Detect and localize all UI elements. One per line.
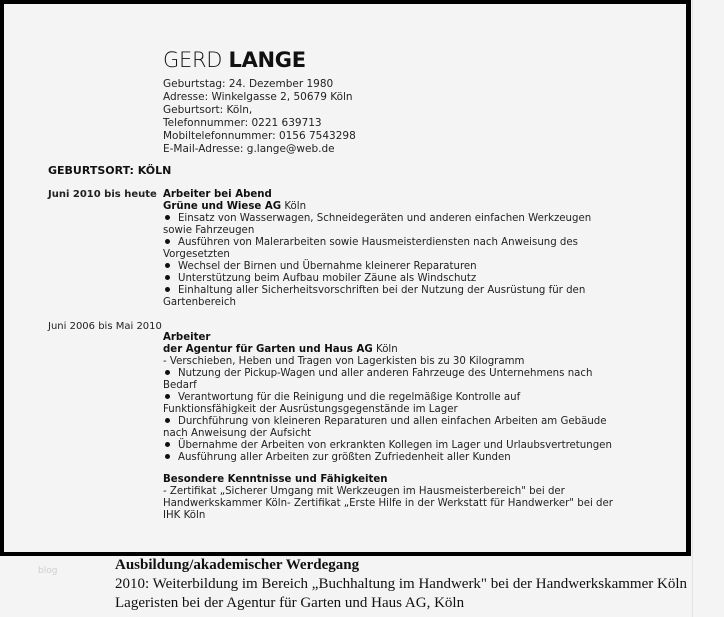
- job-1-bullet: [163, 213, 613, 237]
- bullet-icon: [165, 287, 170, 292]
- job-1-employer: [163, 201, 613, 213]
- section-heading: GEBURTSORT: KÖLN: [48, 164, 172, 177]
- bullet-icon: [165, 442, 170, 447]
- education-line-2: Lageristen bei der Agentur für Garten und Haus AG, Köln: [115, 595, 465, 611]
- bullet-text: Ausführen von Malerarbeiten sowie Hausmeisterdiensten nach Anweisung des Vorgesetzten: [163, 237, 578, 260]
- contact-address: Adresse: Winkelgasse 2, 50679 Köln: [163, 91, 353, 103]
- job-1-bullet: [163, 285, 613, 309]
- job-2-date: Juni 2006 bis Mai 2010: [48, 321, 162, 332]
- bullet-icon: [165, 394, 170, 399]
- contact-birthday: Geburtstag: 24. Dezember 1980: [163, 78, 334, 90]
- job-2-bullet: [163, 440, 613, 452]
- first-name: GERD: [163, 48, 223, 72]
- last-name: LANGE: [228, 48, 306, 72]
- job-2-title: Arbeiter: [163, 332, 211, 343]
- bullet-text: Verantwortung für die Reinigung und die regelmäßige Kontrolle auf Funktionsfähigkeit der Ausrüstungsgegenstände im Lager: [163, 392, 521, 415]
- bullet-text: Ausführung aller Arbeiten zur größten Zufriedenheit aller Kunden: [178, 452, 511, 463]
- bullet-icon: [165, 239, 170, 244]
- skills-heading: Besondere Kenntnisse und Fähigkeiten: [163, 474, 388, 485]
- bullet-icon: [165, 418, 170, 423]
- job-1-city: Köln: [284, 201, 307, 212]
- resume-page: [4, 4, 686, 552]
- contact-email: E-Mail-Adresse: g.lange@web.de: [163, 143, 335, 155]
- education-line-1: 2010: Weiterbildung im Bereich „Buchhaltung im Handwerk" bei der Handwerkskammer Köln: [115, 576, 687, 592]
- job-1-bullet: [163, 273, 613, 285]
- bullet-icon: [165, 275, 170, 280]
- job-1-date: Juni 2010 bis heute: [48, 189, 157, 200]
- job-1-title: Arbeiter bei Abend: [163, 189, 272, 200]
- job-2-bullet: [163, 368, 613, 392]
- bullet-text: Nutzung der Pickup-Wagen und aller anderen Fahrzeuge des Unternehmens nach Bedarf: [163, 368, 593, 391]
- education-heading: Ausbildung/akademischer Werdegang: [115, 557, 360, 573]
- bullet-text: Übernahme der Arbeiten von erkrankten Kollegen im Lager und Urlaubsvertretungen: [178, 440, 612, 451]
- job-2-company: der Agentur für Garten und Haus AG: [163, 344, 373, 355]
- contact-birthplace: Geburtsort: Köln,: [163, 104, 253, 116]
- job-1: [163, 189, 613, 309]
- job-2: [163, 332, 613, 464]
- job-2-bullet: [163, 392, 613, 416]
- job-2-employer: [163, 344, 613, 356]
- education-section: [115, 556, 687, 613]
- skills-section: [163, 474, 613, 522]
- job-1-company: Grüne und Wiese AG: [163, 201, 282, 212]
- job-2-bullet: [163, 416, 613, 440]
- bullet-text: Unterstützung beim Aufbau mobiler Zäune als Windschutz: [178, 273, 477, 284]
- contact-phone: Telefonnummer: 0221 639713: [163, 117, 322, 129]
- contact-mobile: Mobiltelefonnummer: 0156 7543298: [163, 130, 356, 142]
- bullet-text: Einsatz von Wasserwagen, Schneidegeräten und anderen einfachen Werkzeugen sowie Fahrzeugen: [163, 213, 592, 236]
- job-2-intro: - Verschieben, Heben und Tragen von Lagerkisten bis zu 30 Kilogramm: [163, 356, 525, 367]
- watermark: blog: [38, 566, 58, 576]
- bullet-text: Durchführung von kleineren Reparaturen und allen einfachen Arbeiten am Gebäude nach Anweisung der Aufsicht: [163, 416, 607, 439]
- skills-text: - Zertifikat „Sicherer Umgang mit Werkzeugen im Hausmeisterbereich" bei der Handwerkskammer Köln- Zertifikat „Erste Hilfe in der Werkstatt für Handwerker" bei der IHK Köln: [163, 486, 613, 521]
- bullet-text: Wechsel der Birnen und Übernahme kleinerer Reparaturen: [178, 261, 477, 272]
- page-margin: [692, 0, 724, 617]
- bullet-icon: [165, 370, 170, 375]
- job-2-city: Köln: [376, 344, 398, 355]
- job-2-bullet: [163, 452, 613, 464]
- bullet-text: Einhaltung aller Sicherheitsvorschriften bei der Nutzung der Ausrüstung für den Gartenbereich: [163, 285, 586, 308]
- contact-block: [163, 78, 356, 156]
- bullet-icon: [165, 263, 170, 268]
- job-1-bullet: [163, 237, 613, 261]
- bullet-icon: [165, 454, 170, 459]
- resume-name: [163, 47, 306, 73]
- bullet-icon: [165, 215, 170, 220]
- job-1-bullet: [163, 261, 613, 273]
